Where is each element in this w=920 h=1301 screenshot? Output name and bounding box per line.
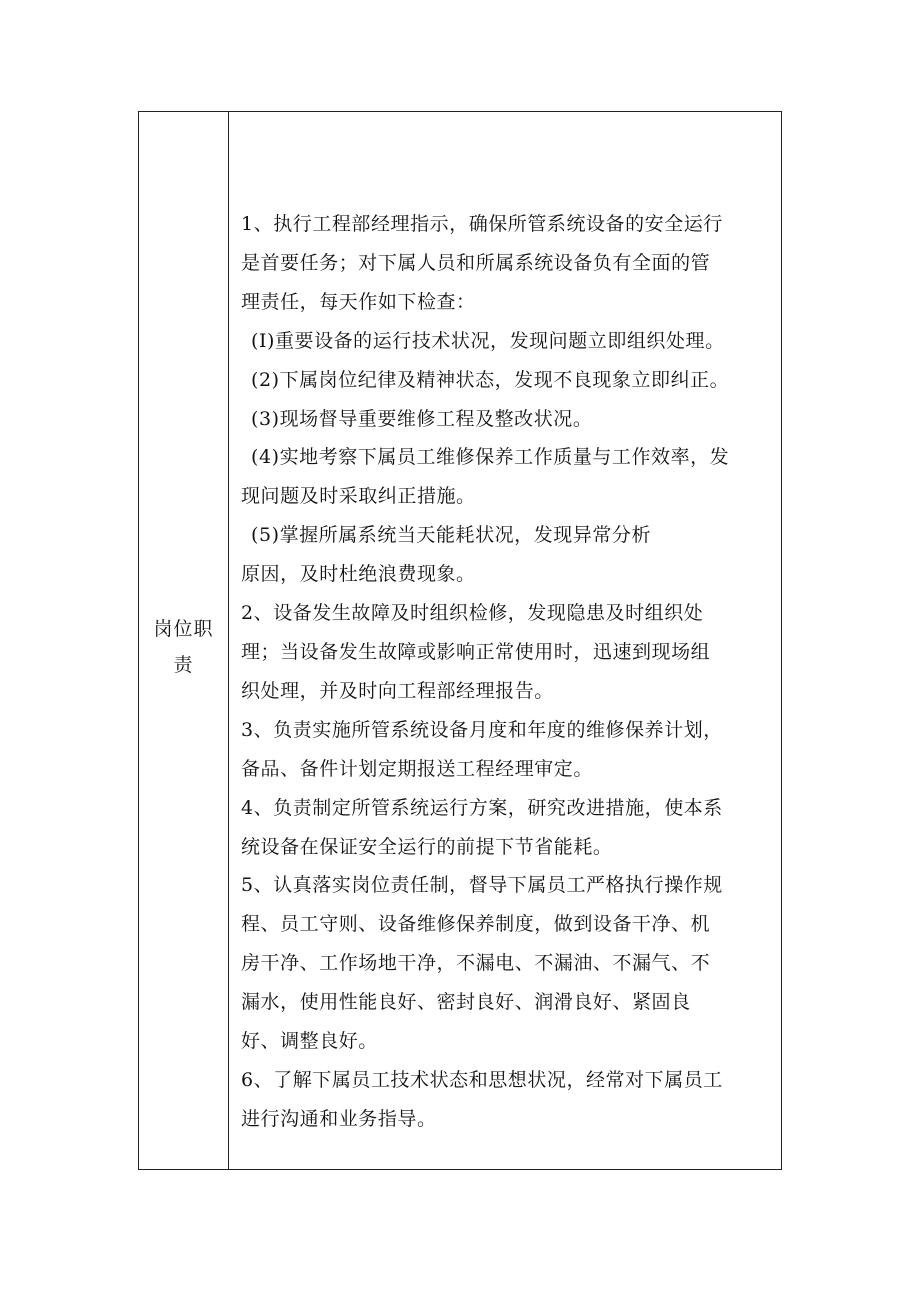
- duty-line: 现问题及时采取纠正措施。: [241, 485, 476, 508]
- duty-line: (3)现场督导重要维修工程及整改状况。: [251, 407, 593, 430]
- duty-line: 好、调整良好。: [241, 1030, 378, 1053]
- duty-line: 织处理，并及时向工程部经理报告。: [241, 679, 554, 702]
- duty-line: 备品、备件计划定期报送工程经理审定。: [241, 757, 593, 780]
- duty-line: 理责任，每天作如下检查：: [241, 290, 476, 313]
- duty-line: 6、了解下属员工技术状态和思想状况，经常对下属员工: [241, 1068, 723, 1091]
- duty-line: 进行沟通和业务指导。: [241, 1107, 437, 1130]
- duty-line: 漏水，使用性能良好、密封良好、润滑良好、紧固良: [241, 991, 691, 1014]
- duty-line: 原因，及时杜绝浪费现象。: [241, 563, 476, 586]
- duty-table: [138, 111, 782, 1170]
- content-cell: [229, 112, 781, 1169]
- row-label: 岗位职责: [153, 617, 214, 676]
- label-cell: [139, 112, 229, 1169]
- duty-line: 2、设备发生故障及时组织检修，发现隐患及时组织处: [241, 602, 704, 625]
- duty-line: 是首要任务；对下属人员和所属系统设备负有全面的管: [241, 251, 711, 274]
- duty-line: 1、执行工程部经理指示，确保所管系统设备的安全运行: [241, 213, 723, 235]
- duty-line: 理；当设备发生故障或影响正常使用时，迅速到现场组: [241, 640, 711, 663]
- duty-line: (I)重要设备的运行技术状况，发现问题立即组织处理。: [251, 329, 725, 352]
- duty-line: (2)下属岗位纪律及精神状态，发现不良现象立即纠正。: [251, 368, 730, 391]
- duty-line: 程、员工守则、设备维修保养制度，做到设备干净、机: [241, 913, 711, 936]
- duty-line: (4)实地考察下属员工维修保养工作质量与工作效率，发: [251, 446, 730, 469]
- duty-line: 统设备在保证安全运行的前提下节省能耗。: [241, 835, 613, 858]
- duty-line: 3、负责实施所管系统设备月度和年度的维修保养计划，: [241, 718, 723, 741]
- duty-line: (5)掌握所属系统当天能耗状况，发现异常分析: [251, 524, 652, 547]
- duty-line: 5、认真落实岗位责任制，督导下属员工严格执行操作规: [241, 874, 723, 897]
- duty-line: 房干净、工作场地干净，不漏电、不漏油、不漏气、不: [241, 952, 711, 975]
- duty-line: 4、负责制定所管系统运行方案，研究改进措施，使本系: [241, 796, 723, 819]
